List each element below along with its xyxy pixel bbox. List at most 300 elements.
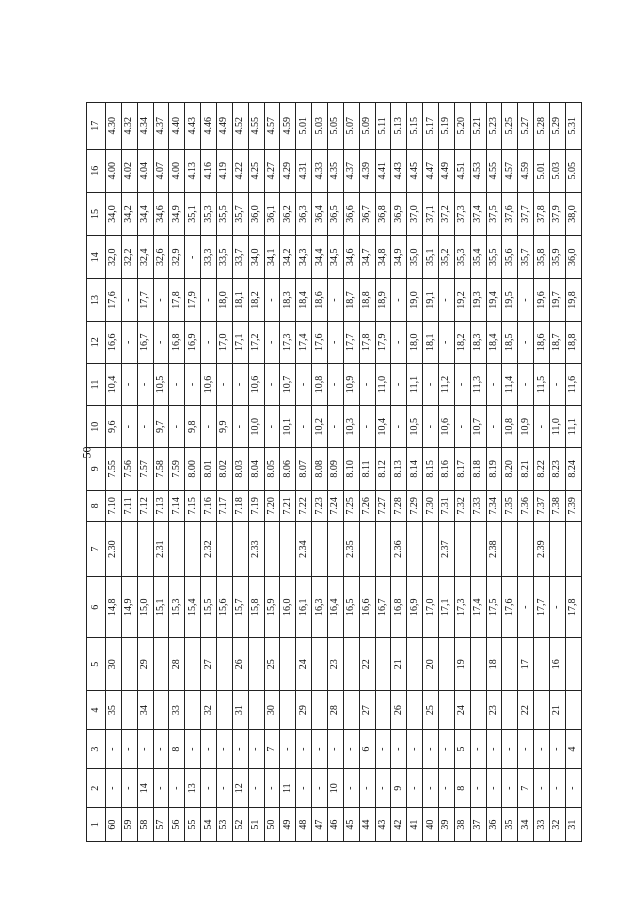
table-cell: - bbox=[328, 363, 344, 405]
table-cell: 32,6 bbox=[153, 236, 169, 279]
table-cell: - bbox=[486, 730, 502, 769]
table-cell: 5.05 bbox=[565, 149, 581, 192]
table-cell: 17,9 bbox=[185, 279, 201, 321]
table-cell: - bbox=[121, 279, 137, 321]
table-cell: 5.21 bbox=[470, 103, 486, 150]
page-number: 50 bbox=[79, 446, 94, 458]
table-cell: 7 bbox=[264, 730, 280, 769]
table-cell: 34 bbox=[137, 691, 153, 730]
table-cell bbox=[185, 522, 201, 577]
table-cell: 33 bbox=[169, 691, 185, 730]
table-cell: 5.15 bbox=[407, 103, 423, 150]
table-cell: - bbox=[264, 321, 280, 363]
table-cell: 7.37 bbox=[534, 490, 550, 522]
table-cell: 35,3 bbox=[201, 192, 217, 235]
table-cell: 7.59 bbox=[169, 448, 185, 490]
table-cell: - bbox=[328, 279, 344, 321]
table-cell: 22 bbox=[518, 691, 534, 730]
table-cell: 4.57 bbox=[264, 103, 280, 150]
table-cell: - bbox=[565, 769, 581, 808]
table-cell: 10,8 bbox=[312, 363, 328, 405]
table-cell: 53 bbox=[217, 808, 233, 842]
table-cell bbox=[121, 522, 137, 577]
table-cell: 46 bbox=[328, 808, 344, 842]
table-cell: 4.27 bbox=[264, 149, 280, 192]
table-cell bbox=[217, 522, 233, 577]
table-cell: 35 bbox=[106, 691, 122, 730]
table-row bbox=[454, 103, 470, 842]
table-cell: 14 bbox=[137, 769, 153, 808]
table-cell: 8.10 bbox=[343, 448, 359, 490]
table-cell: - bbox=[454, 406, 470, 448]
table-cell: 35,1 bbox=[185, 192, 201, 235]
table-cell: 10,9 bbox=[518, 406, 534, 448]
table-cell bbox=[217, 638, 233, 691]
table-cell: 7.38 bbox=[550, 490, 566, 522]
table-cell: 7.58 bbox=[153, 448, 169, 490]
table-cell: 57 bbox=[153, 808, 169, 842]
table-cell: 36,9 bbox=[391, 192, 407, 235]
table-cell: 17,1 bbox=[439, 577, 455, 638]
column-header: 10 bbox=[87, 406, 106, 448]
table-cell: 49 bbox=[280, 808, 296, 842]
table-cell: 8.17 bbox=[454, 448, 470, 490]
table-cell: 7.56 bbox=[121, 448, 137, 490]
table-cell: - bbox=[391, 363, 407, 405]
table-cell bbox=[280, 691, 296, 730]
column-header: 5 bbox=[87, 638, 106, 691]
table-cell bbox=[232, 522, 248, 577]
table-cell: 15,0 bbox=[137, 577, 153, 638]
table-cell: 18,2 bbox=[248, 279, 264, 321]
table-row bbox=[185, 103, 201, 842]
table-cell: 28 bbox=[169, 638, 185, 691]
table-cell bbox=[534, 638, 550, 691]
table-cell: 14,8 bbox=[106, 577, 122, 638]
table-row bbox=[439, 103, 455, 842]
table-cell: 15,9 bbox=[264, 577, 280, 638]
table-cell bbox=[312, 638, 328, 691]
header-row bbox=[87, 103, 106, 842]
table-cell bbox=[407, 522, 423, 577]
table-cell: 31 bbox=[565, 808, 581, 842]
table-cell: - bbox=[169, 769, 185, 808]
table-cell bbox=[185, 691, 201, 730]
table-cell bbox=[502, 638, 518, 691]
table-cell: 18,6 bbox=[534, 321, 550, 363]
table-cell: 4.34 bbox=[137, 103, 153, 150]
table-cell: - bbox=[232, 730, 248, 769]
table-cell: - bbox=[264, 406, 280, 448]
table-cell: 37,6 bbox=[502, 192, 518, 235]
table-cell: 5.23 bbox=[486, 103, 502, 150]
table-cell: 4.16 bbox=[201, 149, 217, 192]
table-cell: 37,0 bbox=[407, 192, 423, 235]
table-cell: 5.25 bbox=[502, 103, 518, 150]
table-cell: 18,3 bbox=[470, 321, 486, 363]
table-cell: 2.32 bbox=[201, 522, 217, 577]
table-row bbox=[565, 103, 581, 842]
table-cell: 4.55 bbox=[248, 103, 264, 150]
table-cell: 5.27 bbox=[518, 103, 534, 150]
table-cell: 7.16 bbox=[201, 490, 217, 522]
table-cell: 8.15 bbox=[423, 448, 439, 490]
table-cell: - bbox=[550, 363, 566, 405]
table-cell: 33,7 bbox=[232, 236, 248, 279]
table-cell: 18,7 bbox=[343, 279, 359, 321]
table-cell: 5.19 bbox=[439, 103, 455, 150]
table-cell: 17,3 bbox=[280, 321, 296, 363]
table-cell: 11 bbox=[280, 769, 296, 808]
table-cell: 35 bbox=[502, 808, 518, 842]
table-cell bbox=[280, 638, 296, 691]
table-cell: - bbox=[550, 730, 566, 769]
table-cell: 9,6 bbox=[106, 406, 122, 448]
table-cell: 47 bbox=[312, 808, 328, 842]
table-row bbox=[121, 103, 137, 842]
table-row bbox=[201, 103, 217, 842]
table-cell: 17,7 bbox=[534, 577, 550, 638]
table-cell: 50 bbox=[264, 808, 280, 842]
column-header: 6 bbox=[87, 577, 106, 638]
table-cell: 35,7 bbox=[518, 236, 534, 279]
table-cell: - bbox=[217, 363, 233, 405]
table-cell: - bbox=[391, 406, 407, 448]
table-cell: 17,7 bbox=[343, 321, 359, 363]
table-cell: 19,6 bbox=[534, 279, 550, 321]
table-cell bbox=[153, 691, 169, 730]
table-cell: 2.38 bbox=[486, 522, 502, 577]
table-cell: 4.33 bbox=[312, 149, 328, 192]
table-cell: 18,9 bbox=[375, 279, 391, 321]
table-cell: 4.04 bbox=[137, 149, 153, 192]
table-cell: 4.32 bbox=[121, 103, 137, 150]
table-cell: 12 bbox=[232, 769, 248, 808]
table-cell: 5.05 bbox=[328, 103, 344, 150]
table-cell: 2.30 bbox=[106, 522, 122, 577]
table-cell: 9,7 bbox=[153, 406, 169, 448]
table-cell: - bbox=[518, 279, 534, 321]
table-cell: 17,6 bbox=[502, 577, 518, 638]
table-cell: 32 bbox=[201, 691, 217, 730]
table-cell: 34,8 bbox=[375, 236, 391, 279]
table-cell bbox=[470, 638, 486, 691]
table-cell: 37,3 bbox=[454, 192, 470, 235]
table-cell: 37 bbox=[470, 808, 486, 842]
table-cell: - bbox=[153, 730, 169, 769]
table-cell: 5.03 bbox=[550, 149, 566, 192]
table-cell: 27 bbox=[201, 638, 217, 691]
table-cell bbox=[169, 522, 185, 577]
column-header: 4 bbox=[87, 691, 106, 730]
table-cell: 18,5 bbox=[502, 321, 518, 363]
table-cell: 45 bbox=[343, 808, 359, 842]
table-cell: 10,1 bbox=[280, 406, 296, 448]
table-cell: - bbox=[201, 406, 217, 448]
table-row bbox=[470, 103, 486, 842]
table-cell: 17,6 bbox=[312, 321, 328, 363]
column-header: 14 bbox=[87, 236, 106, 279]
table-cell: 16,7 bbox=[137, 321, 153, 363]
table-cell: 7.23 bbox=[312, 490, 328, 522]
table-cell: 4.53 bbox=[470, 149, 486, 192]
table-row bbox=[486, 103, 502, 842]
table-cell: 34,5 bbox=[328, 236, 344, 279]
table-cell: 34,6 bbox=[153, 192, 169, 235]
table-cell: - bbox=[312, 769, 328, 808]
table-cell: 8.00 bbox=[185, 448, 201, 490]
table-cell: - bbox=[470, 730, 486, 769]
table-cell: 10,6 bbox=[248, 363, 264, 405]
table-cell: 7.31 bbox=[439, 490, 455, 522]
table-cell bbox=[423, 522, 439, 577]
table-cell: 37,2 bbox=[439, 192, 455, 235]
table-cell: - bbox=[439, 730, 455, 769]
table-cell: 37,9 bbox=[550, 192, 566, 235]
table-cell: 34,0 bbox=[106, 192, 122, 235]
table-cell: 19,2 bbox=[454, 279, 470, 321]
table-cell: - bbox=[121, 406, 137, 448]
table-row bbox=[407, 103, 423, 842]
table-cell: 8.03 bbox=[232, 448, 248, 490]
table-cell bbox=[375, 638, 391, 691]
table-cell: 44 bbox=[359, 808, 375, 842]
table-cell: 42 bbox=[391, 808, 407, 842]
table-cell: - bbox=[502, 730, 518, 769]
table-cell: 8.18 bbox=[470, 448, 486, 490]
table-cell bbox=[359, 522, 375, 577]
table-cell: 19,8 bbox=[565, 279, 581, 321]
table-cell: 2.33 bbox=[248, 522, 264, 577]
table-row bbox=[534, 103, 550, 842]
table-cell: 34,9 bbox=[169, 192, 185, 235]
table-cell bbox=[248, 638, 264, 691]
table-cell: - bbox=[502, 769, 518, 808]
table-cell bbox=[534, 691, 550, 730]
table-cell: - bbox=[201, 769, 217, 808]
table-cell: 60 bbox=[106, 808, 122, 842]
table-cell: 4.07 bbox=[153, 149, 169, 192]
table-cell: 10,6 bbox=[201, 363, 217, 405]
table-cell: 4.00 bbox=[106, 149, 122, 192]
table-cell bbox=[407, 691, 423, 730]
table-cell: 8.24 bbox=[565, 448, 581, 490]
table-cell: 17,4 bbox=[470, 577, 486, 638]
table-cell: 19,0 bbox=[407, 279, 423, 321]
table-cell bbox=[185, 638, 201, 691]
table-row bbox=[359, 103, 375, 842]
table-cell: 35,1 bbox=[423, 236, 439, 279]
table-cell bbox=[439, 638, 455, 691]
table-cell: 8.09 bbox=[328, 448, 344, 490]
table-cell: 7.12 bbox=[137, 490, 153, 522]
table-cell: 16,0 bbox=[280, 577, 296, 638]
table-cell: 4.00 bbox=[169, 149, 185, 192]
table-cell: - bbox=[248, 730, 264, 769]
table-cell: 7.19 bbox=[248, 490, 264, 522]
table-cell: 36,1 bbox=[264, 192, 280, 235]
table-cell: 34,4 bbox=[312, 236, 328, 279]
table-cell: 19,7 bbox=[550, 279, 566, 321]
table-cell: 4.57 bbox=[502, 149, 518, 192]
table-cell: 18,7 bbox=[550, 321, 566, 363]
table-row bbox=[217, 103, 233, 842]
table-cell: 35,6 bbox=[502, 236, 518, 279]
column-header: 7 bbox=[87, 522, 106, 577]
table-cell: - bbox=[375, 769, 391, 808]
table-cell: 19,5 bbox=[502, 279, 518, 321]
table-cell: 11,3 bbox=[470, 363, 486, 405]
table-cell: - bbox=[153, 279, 169, 321]
table-cell: 6 bbox=[359, 730, 375, 769]
table-cell: 4.55 bbox=[486, 149, 502, 192]
table-cell: - bbox=[550, 769, 566, 808]
table-cell: 27 bbox=[359, 691, 375, 730]
table-cell: 4.52 bbox=[232, 103, 248, 150]
table-cell: 15,6 bbox=[217, 577, 233, 638]
table-cell: 34,2 bbox=[280, 236, 296, 279]
table-cell: - bbox=[534, 406, 550, 448]
table-cell: 23 bbox=[486, 691, 502, 730]
table-cell: 4.37 bbox=[153, 103, 169, 150]
table-cell: - bbox=[264, 279, 280, 321]
table-cell: - bbox=[518, 730, 534, 769]
table-row bbox=[153, 103, 169, 842]
table-cell: 4.51 bbox=[454, 149, 470, 192]
table-cell: 33,5 bbox=[217, 236, 233, 279]
table-cell: 35,7 bbox=[232, 192, 248, 235]
table-cell: 17,3 bbox=[454, 577, 470, 638]
table-cell: 7.11 bbox=[121, 490, 137, 522]
table-cell: 17,6 bbox=[106, 279, 122, 321]
table-cell: 4.35 bbox=[328, 149, 344, 192]
table-cell: - bbox=[185, 236, 201, 279]
table-cell: 5.13 bbox=[391, 103, 407, 150]
table-cell: 15,5 bbox=[201, 577, 217, 638]
table-cell: - bbox=[296, 769, 312, 808]
table-cell: 11,1 bbox=[565, 406, 581, 448]
table-cell: 38 bbox=[454, 808, 470, 842]
table-cell: - bbox=[280, 730, 296, 769]
table-cell: - bbox=[201, 730, 217, 769]
table-cell: 5.09 bbox=[359, 103, 375, 150]
table-cell: 7.39 bbox=[565, 490, 581, 522]
table-cell: 2.35 bbox=[343, 522, 359, 577]
table-cell bbox=[121, 691, 137, 730]
table-cell: 7.21 bbox=[280, 490, 296, 522]
table-cell: - bbox=[201, 279, 217, 321]
table-cell: 11,4 bbox=[502, 363, 518, 405]
table-cell: 36,3 bbox=[296, 192, 312, 235]
table-cell: 5.01 bbox=[534, 149, 550, 192]
table-cell: - bbox=[185, 730, 201, 769]
table-cell: 34,6 bbox=[343, 236, 359, 279]
table-cell: 35,8 bbox=[534, 236, 550, 279]
table-cell bbox=[502, 691, 518, 730]
table-cell: 7.20 bbox=[264, 490, 280, 522]
table-cell: 17,8 bbox=[169, 279, 185, 321]
table-cell: - bbox=[454, 363, 470, 405]
table-cell: 9 bbox=[391, 769, 407, 808]
table-cell: 4.22 bbox=[232, 149, 248, 192]
table-cell: 7.32 bbox=[454, 490, 470, 522]
table-cell: 17,8 bbox=[359, 321, 375, 363]
table-cell: 10,7 bbox=[470, 406, 486, 448]
table-cell: 34,2 bbox=[121, 192, 137, 235]
table-cell: 33,3 bbox=[201, 236, 217, 279]
table-cell: 4.43 bbox=[391, 149, 407, 192]
table-cell: 7.55 bbox=[106, 448, 122, 490]
table-cell: - bbox=[423, 363, 439, 405]
table-cell: 2.34 bbox=[296, 522, 312, 577]
table-cell: - bbox=[121, 363, 137, 405]
table-cell: 29 bbox=[296, 691, 312, 730]
table-cell: - bbox=[486, 363, 502, 405]
column-header: 3 bbox=[87, 730, 106, 769]
table-cell: 18,0 bbox=[407, 321, 423, 363]
table-cell: 7.26 bbox=[359, 490, 375, 522]
table-cell: 4.45 bbox=[407, 149, 423, 192]
table-cell: 37,7 bbox=[518, 192, 534, 235]
column-header: 17 bbox=[87, 103, 106, 150]
table-cell: 7.30 bbox=[423, 490, 439, 522]
table-cell bbox=[343, 638, 359, 691]
table-cell: 7.34 bbox=[486, 490, 502, 522]
table-cell: - bbox=[201, 321, 217, 363]
table-cell: 7.18 bbox=[232, 490, 248, 522]
table-cell: - bbox=[264, 363, 280, 405]
table-cell bbox=[550, 522, 566, 577]
table-cell: 8.14 bbox=[407, 448, 423, 490]
table-cell: 17,0 bbox=[423, 577, 439, 638]
table-cell: 4.30 bbox=[106, 103, 122, 150]
table-cell: 25 bbox=[264, 638, 280, 691]
table-cell: 37,8 bbox=[534, 192, 550, 235]
table-cell: 5.29 bbox=[550, 103, 566, 150]
column-header: 16 bbox=[87, 149, 106, 192]
table-cell: 17,1 bbox=[232, 321, 248, 363]
table-cell: 48 bbox=[296, 808, 312, 842]
table-cell: 32,2 bbox=[121, 236, 137, 279]
table-cell: 8.02 bbox=[217, 448, 233, 490]
table-cell: 8.22 bbox=[534, 448, 550, 490]
table-cell: - bbox=[439, 321, 455, 363]
table-cell: - bbox=[296, 363, 312, 405]
table-cell: 39 bbox=[439, 808, 455, 842]
table-cell: 18,2 bbox=[454, 321, 470, 363]
table-cell: 36,7 bbox=[359, 192, 375, 235]
table-cell: 11,6 bbox=[565, 363, 581, 405]
table-cell: 54 bbox=[201, 808, 217, 842]
table-cell: 7.14 bbox=[169, 490, 185, 522]
table-cell: 4.37 bbox=[343, 149, 359, 192]
table-cell: 7.28 bbox=[391, 490, 407, 522]
table-row bbox=[106, 103, 122, 842]
table-cell: 28 bbox=[328, 691, 344, 730]
table-cell: 55 bbox=[185, 808, 201, 842]
table-cell: 10,5 bbox=[407, 406, 423, 448]
table-cell: 34,0 bbox=[248, 236, 264, 279]
table-cell: - bbox=[375, 730, 391, 769]
table-cell: 59 bbox=[121, 808, 137, 842]
table-cell: - bbox=[359, 769, 375, 808]
table-cell bbox=[375, 691, 391, 730]
table-cell: 35,5 bbox=[486, 236, 502, 279]
table-cell: 16,3 bbox=[312, 577, 328, 638]
table-cell: 4.59 bbox=[518, 149, 534, 192]
table-cell: 2.31 bbox=[153, 522, 169, 577]
table-cell: - bbox=[328, 321, 344, 363]
